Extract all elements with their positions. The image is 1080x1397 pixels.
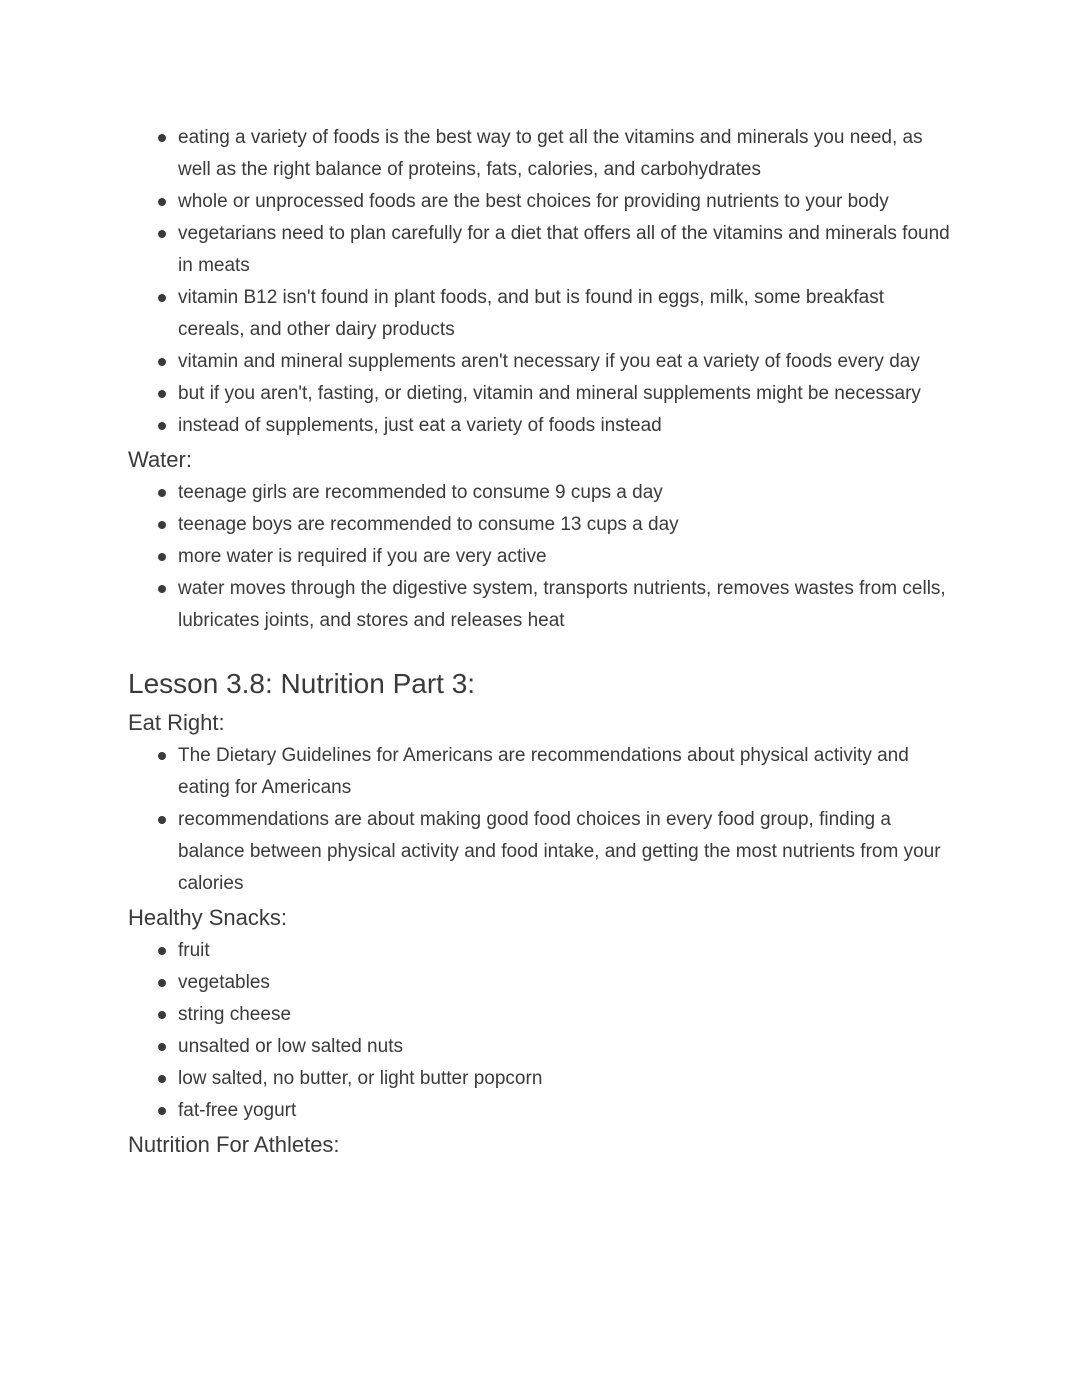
- list-item-text: fruit: [178, 940, 210, 961]
- water-bullet-list: [128, 477, 952, 637]
- list-item: [128, 410, 952, 442]
- list-item-text: vegetarians need to plan carefully for a diet that offers all of the vitamins and minerals found in meats: [178, 223, 950, 276]
- bullet-marker-icon: [158, 230, 166, 238]
- list-item: [128, 282, 952, 346]
- list-item: [128, 740, 952, 804]
- list-item-text: fat-free yogurt: [178, 1100, 297, 1121]
- eat-right-bullet-list: [128, 740, 952, 900]
- list-item-text: water moves through the digestive system, transports nutrients, removes wastes from cells, lubricates joints, and stores and releases heat: [178, 578, 946, 631]
- bullet-marker-icon: [158, 134, 166, 142]
- list-item-text: unsalted or low salted nuts: [178, 1036, 403, 1057]
- list-item-text: string cheese: [178, 1004, 292, 1025]
- lesson-title: Lesson 3.8: Nutrition Part 3:: [128, 668, 476, 699]
- list-item: [128, 1063, 952, 1095]
- list-item: [128, 509, 952, 541]
- bullet-marker-icon: [158, 553, 166, 561]
- list-item-text: vitamin B12 isn't found in plant foods, and but is found in eggs, milk, some breakfast cereals, and other dairy products: [178, 287, 884, 340]
- bullet-marker-icon: [158, 422, 166, 430]
- bullet-marker-icon: [158, 947, 166, 955]
- list-item: [128, 541, 952, 573]
- bullet-marker-icon: [158, 294, 166, 302]
- bullet-marker-icon: [158, 390, 166, 398]
- list-item: [128, 1095, 952, 1127]
- list-item-text: teenage girls are recommended to consume 9 cups a day: [178, 482, 663, 503]
- list-item: [128, 477, 952, 509]
- list-item-text: vitamin and mineral supplements aren't necessary if you eat a variety of foods every day: [178, 351, 920, 372]
- bullet-marker-icon: [158, 979, 166, 987]
- bullet-marker-icon: [158, 816, 166, 824]
- bullet-marker-icon: [158, 198, 166, 206]
- list-item: [128, 935, 952, 967]
- eat-right-heading: Eat Right:: [128, 710, 225, 735]
- bullet-marker-icon: [158, 1011, 166, 1019]
- bullet-marker-icon: [158, 585, 166, 593]
- list-item-text: vegetables: [178, 972, 270, 993]
- healthy-snacks-bullet-list: [128, 935, 952, 1127]
- list-item-text: eating a variety of foods is the best way to get all the vitamins and minerals you need, as well as the right balance of proteins, fats, calories, and carbohydrates: [178, 127, 923, 180]
- athletes-heading: Nutrition For Athletes:: [128, 1132, 340, 1157]
- list-item-text: whole or unprocessed foods are the best choices for providing nutrients to your body: [178, 191, 889, 212]
- list-item: [128, 346, 952, 378]
- vitamins-bullet-list: [128, 122, 952, 442]
- list-item: [128, 122, 952, 186]
- list-item-text: instead of supplements, just eat a variety of foods instead: [178, 415, 662, 436]
- list-item: [128, 967, 952, 999]
- bullet-marker-icon: [158, 1043, 166, 1051]
- list-item: [128, 573, 952, 637]
- healthy-snacks-heading: Healthy Snacks:: [128, 905, 287, 930]
- list-item-text: The Dietary Guidelines for Americans are recommendations about physical activity and eating for Americans: [178, 745, 909, 798]
- bullet-marker-icon: [158, 521, 166, 529]
- list-item: [128, 218, 952, 282]
- bullet-marker-icon: [158, 489, 166, 497]
- list-item: [128, 186, 952, 218]
- bullet-marker-icon: [158, 752, 166, 760]
- list-item: [128, 999, 952, 1031]
- list-item-text: low salted, no butter, or light butter popcorn: [178, 1068, 543, 1089]
- list-item-text: recommendations are about making good food choices in every food group, finding a balance between physical activity and food intake, and getting the most nutrients from your calories: [178, 809, 941, 894]
- bullet-marker-icon: [158, 1107, 166, 1115]
- list-item-text: more water is required if you are very active: [178, 546, 547, 567]
- list-item-text: teenage boys are recommended to consume 13 cups a day: [178, 514, 679, 535]
- bullet-marker-icon: [158, 1075, 166, 1083]
- list-item: [128, 1031, 952, 1063]
- list-item: [128, 804, 952, 900]
- list-item: [128, 378, 952, 410]
- list-item-text: but if you aren't, fasting, or dieting, vitamin and mineral supplements might be necessary: [178, 383, 921, 404]
- water-heading: Water:: [128, 447, 192, 472]
- bullet-marker-icon: [158, 358, 166, 366]
